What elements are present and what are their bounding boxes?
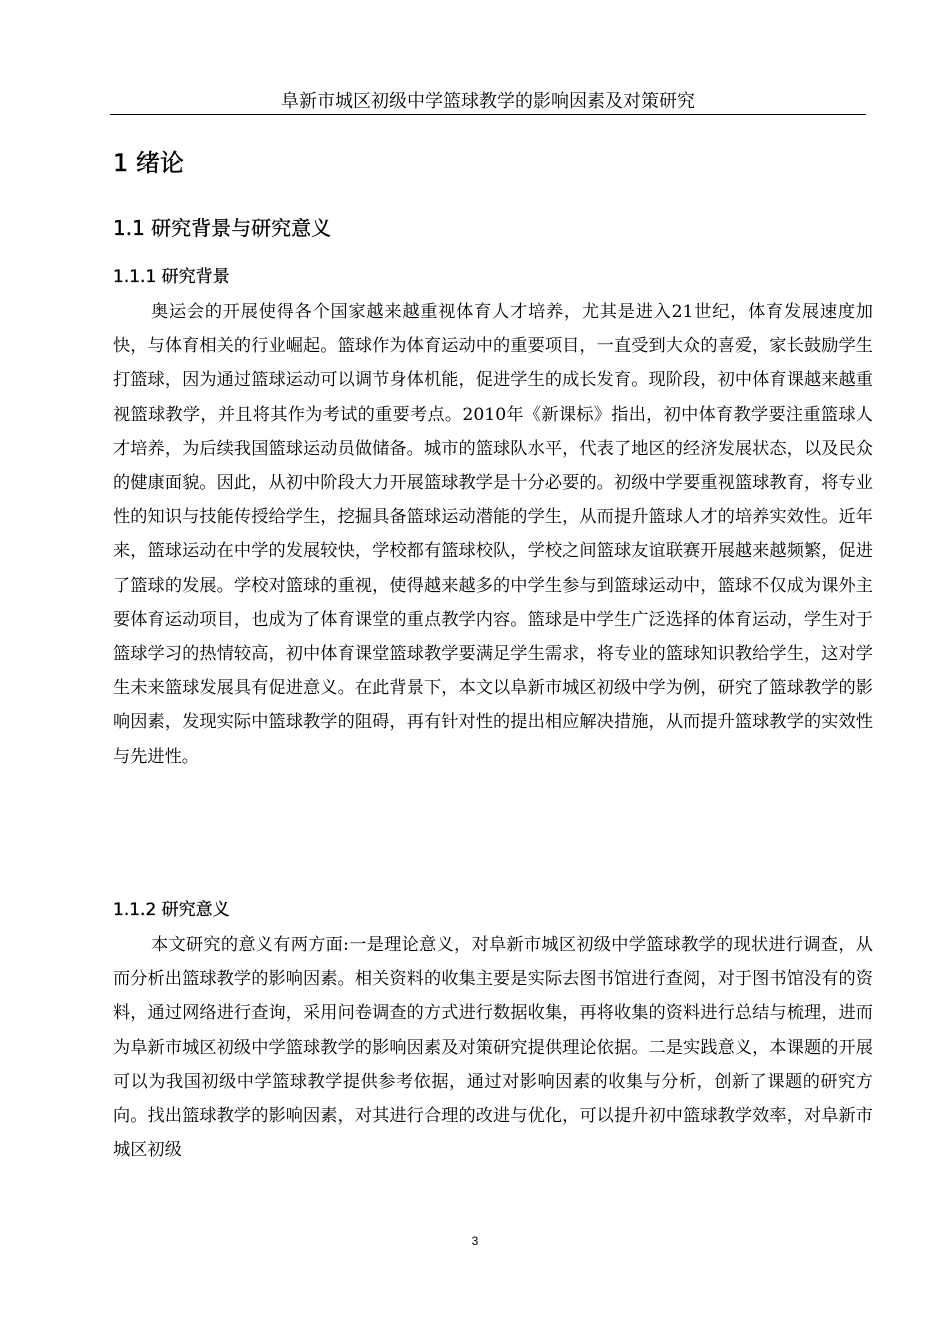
subsection-title-background: 1.1.1 研究背景	[113, 267, 230, 287]
paragraph-background: 奥运会的开展使得各个国家越来越重视体育人才培养，尤其是进入21世纪，体育发展速度加快，与体育相关的行业崛起。篮球作为体育运动中的重要项目，一直受到大众的喜爱，家长鼓励学生打篮球，因为通过篮球运动可以调节身体机能，促进学生的成长发育。现阶段，初中体育课越来越重视篮球教学，并且将其作为考试的重要考点。2010年《新课标》指出，初中体育教学要注重篮球人才培养，为后续我国篮球运动员做储备。城市的篮球队水平，代表了地区的经济发展状态，以及民众的健康面貌。因此，从初中阶段大力开展篮球教学是十分必要的。初级中学要重视篮球教育，将专业性的知识与技能传授给学生，挖掘具备篮球运动潜能的学生，从而提升篮球人才的培养实效性。近年来，篮球运动在中学的发展较快，学校都有篮球校队，学校之间篮球友谊联赛开展越来越频繁，促进了篮球的发展。学校对篮球的重视，使得越来越多的中学生参与到篮球运动中，篮球不仅成为课外主要体育运动项目，也成为了体育课堂的重点教学内容。篮球是中学生广泛选择的体育运动，学生对于篮球学习的热情较高，初中体育课堂篮球教学要满足学生需求，将专业的篮球知识教给学生，这对学生未来篮球发展具有促进意义。在此背景下，本文以阜新市城区初级中学为例，研究了篮球教学的影响因素，发现实际中篮球教学的阻碍，再有针对性的提出相应解决措施，从而提升篮球教学的实效性与先进性。	[113, 302, 873, 767]
subsection-title-significance: 1.1.2 研究意义	[113, 900, 230, 920]
page-number: 3	[471, 1234, 479, 1248]
running-header: 阜新市城区初级中学篮球教学的影响因素及对策研究	[110, 90, 866, 115]
paragraph-significance: 本文研究的意义有两方面:一是理论意义，对阜新市城区初级中学篮球教学的现状进行调查，从而分析出篮球教学的影响因素。相关资料的收集主要是实际去图书馆进行查阅，对于图书馆没有的资料，通过网络进行查询，采用问卷调查的方式进行数据收集，再将收集的资料进行总结与梳理，进而为阜新市城区初级中学篮球教学的影响因素及对策研究提供理论依据。二是实践意义，本课题的开展可以为我国初级中学篮球教学提供参考依据，通过对影响因素的收集与分析，创新了课题的研究方向。找出篮球教学的影响因素，对其进行合理的改进与优化，可以提升初中篮球教学效率，对阜新市城区初级	[113, 935, 873, 1161]
chapter-title: 1 绪论	[113, 149, 184, 177]
section-title: 1.1 研究背景与研究意义	[113, 216, 332, 240]
